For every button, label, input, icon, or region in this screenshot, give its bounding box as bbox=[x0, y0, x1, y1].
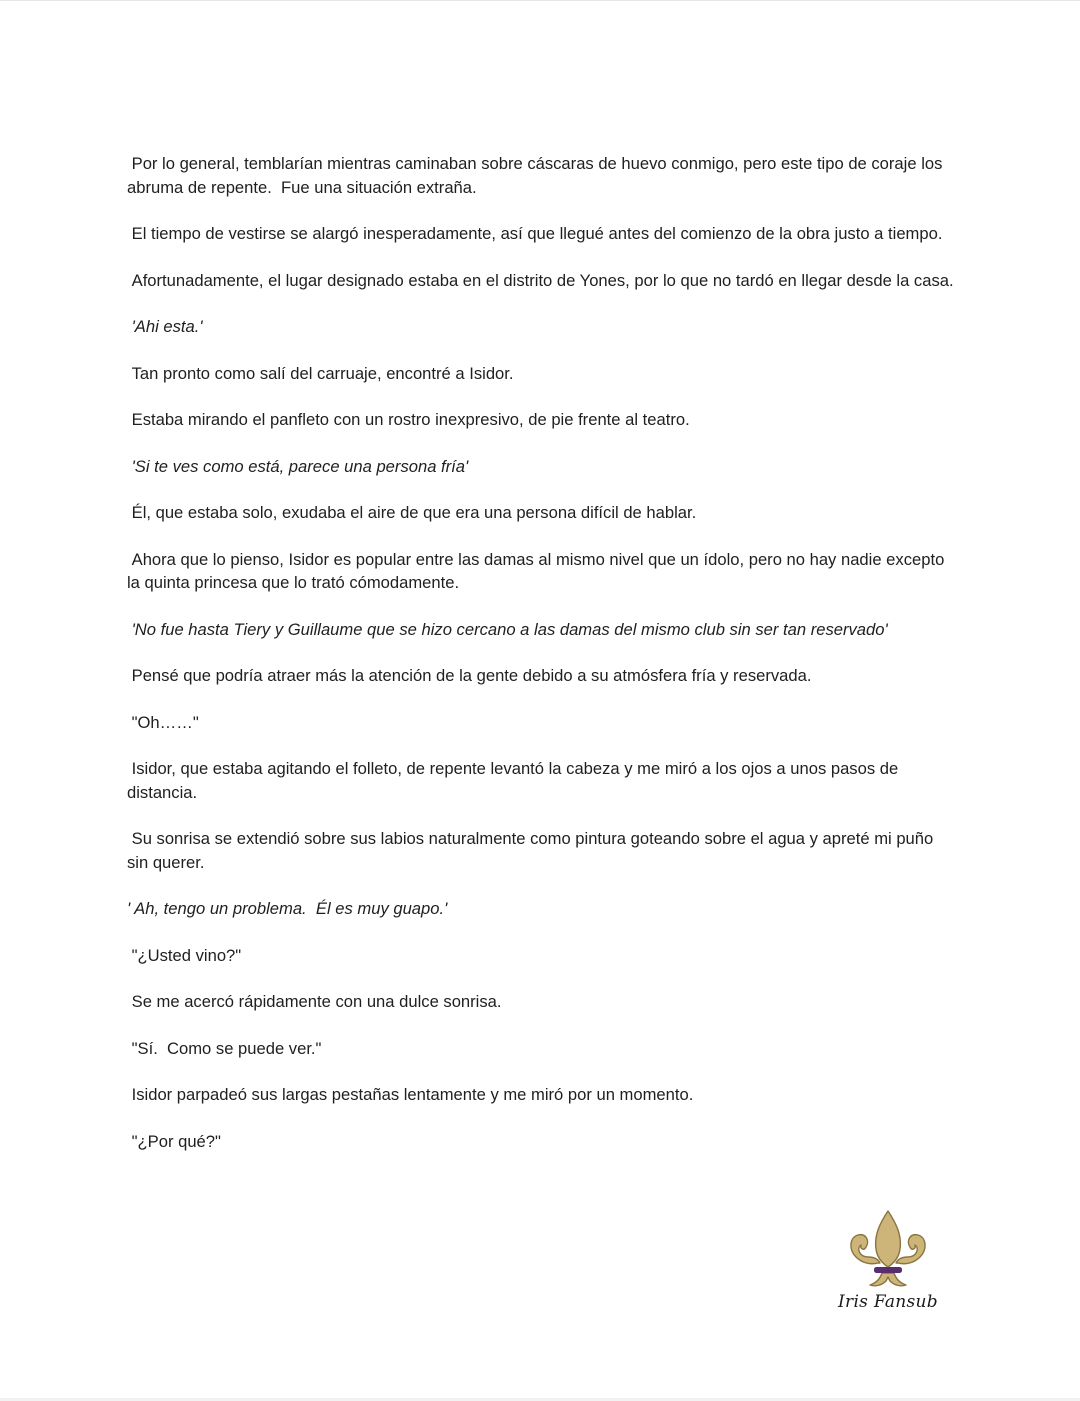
paragraph: 'Si te ves como está, parece una persona fría' bbox=[127, 456, 469, 476]
paragraph: Tan pronto como salí del carruaje, encontré a Isidor. bbox=[127, 363, 514, 383]
paragraph: "Oh……" bbox=[127, 712, 199, 732]
watermark-text: Iris Fansub bbox=[838, 1292, 938, 1312]
paragraph: "¿Por qué?" bbox=[127, 1131, 221, 1151]
paragraph: 'No fue hasta Tiery y Guillaume que se hizo cercano a las damas del mismo club sin ser tan reservado' bbox=[127, 619, 888, 639]
document-body bbox=[127, 152, 957, 1176]
paragraph: Su sonrisa se extendió sobre sus labios naturalmente como pintura goteando sobre el agua y apreté mi puño sin querer. bbox=[127, 829, 938, 872]
paragraph: Afortunadamente, el lugar designado estaba en el distrito de Yones, por lo que no tardó en llegar desde la casa. bbox=[127, 270, 954, 290]
paragraph: Se me acercó rápidamente con una dulce sonrisa. bbox=[127, 992, 502, 1011]
paragraph: Pensé que podría atraer más la atención de la gente debido a su atmósfera fría y reservada. bbox=[127, 666, 812, 685]
paragraph: Estaba mirando el panfleto con un rostro inexpresivo, de pie frente al teatro. bbox=[127, 410, 690, 429]
paragraph: Isidor, que estaba agitando el folleto, de repente levantó la cabeza y me miró a los ojos a unos pasos de distancia. bbox=[127, 759, 903, 802]
paragraph: El tiempo de vestirse se alargó inesperadamente, así que llegué antes del comienzo de la obra justo a tiempo. bbox=[127, 224, 943, 243]
watermark-logo bbox=[838, 1209, 938, 1319]
paragraph: "¿Usted vino?" bbox=[127, 945, 242, 965]
paragraph: "Sí. Como se puede ver." bbox=[127, 1038, 322, 1058]
paragraph: 'Ahi esta.' bbox=[127, 317, 203, 336]
paragraph: Isidor parpadeó sus largas pestañas lentamente y me miró por un momento. bbox=[127, 1085, 694, 1104]
paragraph: Por lo general, temblarían mientras caminaban sobre cáscaras de huevo conmigo, pero este tipo de coraje los abruma de repente. Fue una situación extraña. bbox=[127, 154, 948, 197]
paragraph: Ahora que lo pienso, Isidor es popular entre las damas al mismo nivel que un ídolo, pero no hay nadie excepto la quinta princesa que lo trató cómodamente. bbox=[127, 549, 949, 592]
paragraph: Él, que estaba solo, exudaba el aire de que era una persona difícil de hablar. bbox=[127, 503, 697, 522]
fleur-de-lis-icon bbox=[844, 1209, 932, 1289]
paragraph: ' Ah, tengo un problema. Él es muy guapo.' bbox=[127, 899, 448, 918]
